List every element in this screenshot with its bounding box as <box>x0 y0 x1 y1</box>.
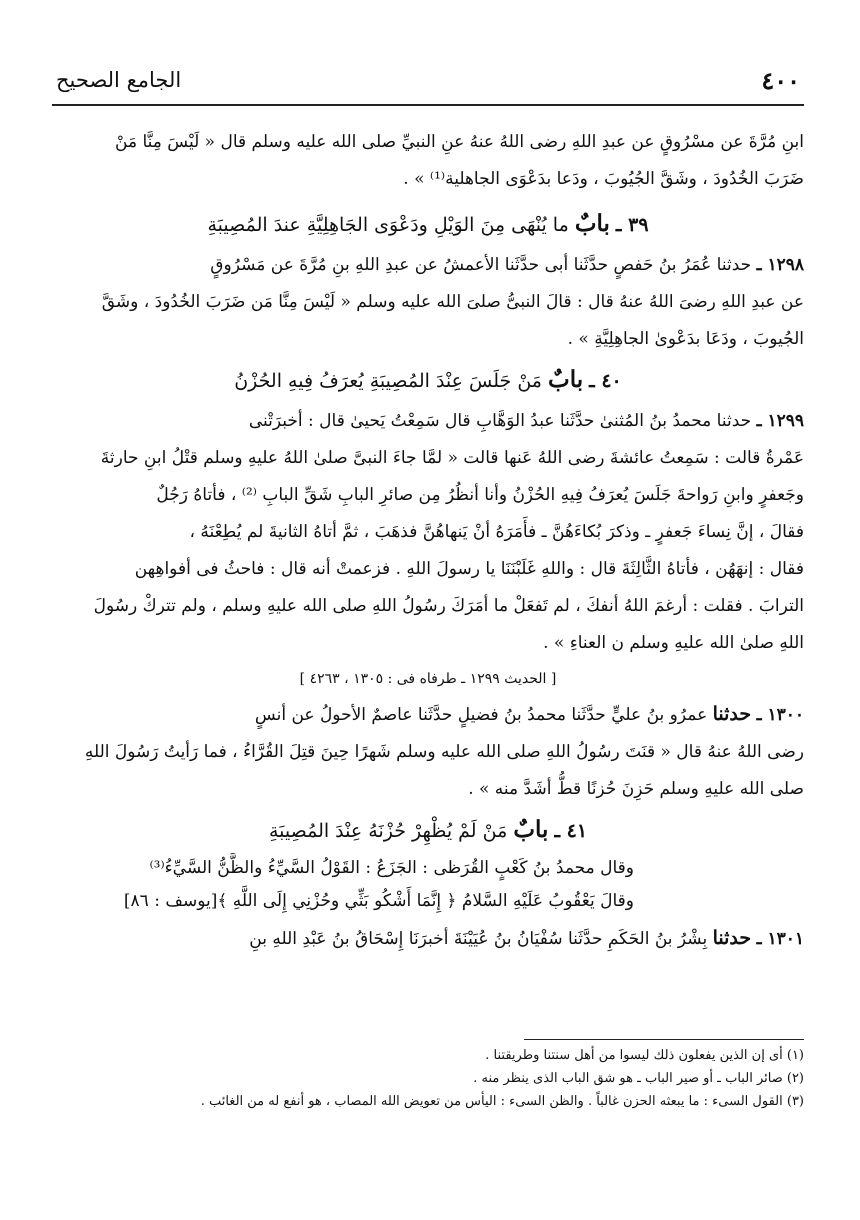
hadith-1299 <box>52 403 804 662</box>
hadith-1301 <box>52 920 804 958</box>
page-body <box>52 122 804 958</box>
text-line: رضى اللهُ عنهُ قال « قنَتَ رسُولُ اللهِ صلى الله عليه وسلم شَهرًا حِينَ قتِلَ القُرَّاءُ ، فما رَأيتُ رَسُولَ اللهِ <box>84 742 804 762</box>
footnote-1: (١) أى إن الذين يفعلون ذلك ليسوا من أهل سنتنا وطريقتنا . <box>485 1048 804 1063</box>
hadith-number: ١٢٩٩ ـ <box>756 411 804 431</box>
footnote-3: (٣) القول السىء : ما يبعثه الحزن غالباً . والظن السىء : اليأس من تعويض الله المصاب ، هو أنفع له من الغائب . <box>200 1094 804 1109</box>
text-line: الجُيوبَ ، ودَعَا بدَعْوىٰ الجاهِلِيَّةِ » . <box>567 329 804 349</box>
footnotes <box>52 1044 804 1113</box>
page-header <box>52 66 804 102</box>
text-line <box>52 920 804 958</box>
hadith-text: عمرُو بنُ عليٍّ حدَّثَنا محمدُ بنُ فضيلٍ حدَّثَنا عاصمٌ الأحولُ عن أنسٍ <box>254 705 708 725</box>
hadith-1300 <box>52 696 804 808</box>
book-title: الجامع الصحيح <box>56 68 182 92</box>
footnote-2: (٢) صائر الباب ـ أو صير الباب ـ هو شق الباب الذى ينظر منه . <box>473 1071 804 1086</box>
chapter-number: ٣٩ ـ <box>615 214 649 236</box>
text-line: عن عبدِ اللهِ رضىَ اللهُ عنهُ قال : قالَ النبىُّ صلىَ الله عليه وسلم « لَيْسَ مِنَّا مَن ضَرَبَ الخُدُودَ ، وشَقَّ <box>101 292 804 312</box>
chapter-heading-40 <box>52 358 804 403</box>
haddathana-word: حدثنا <box>712 703 752 725</box>
hadith-cross-reference: [ الحديث ١٢٩٩ ـ طرفاه فى : ١٣٠٥ ، ٤٢٦٣ ] <box>299 671 557 687</box>
hadith-number: ١٣٠٠ ـ <box>756 705 804 725</box>
chapter-title: مَنْ لَمْ يُظْهِرْ حُزْنَهُ عِنْدَ المُصِيبَةِ <box>268 820 508 842</box>
page-number: ٤٠٠ <box>761 66 800 95</box>
chapter-keyword: بابٌ <box>513 816 549 843</box>
text-line: ضَرَبَ الخُدُودَ ، وشَقَّ الجُيُوبَ ، ودَعا بدَعْوَى الجاهلية⁽¹⁾ » . <box>403 169 804 189</box>
hadith-text: حدثنا عُمَرُ بنُ حَفصٍ حدَّثَنا أبى حدَّثَنا الأعمشُ عن عبدِ اللهِ بنِ مُرَّةَ عن مَسْرُوقٍ <box>210 255 752 275</box>
hadith-1298 <box>52 247 804 358</box>
text-line <box>52 403 804 440</box>
chapter-heading-39 <box>52 202 804 247</box>
chapter-title: مَنْ جَلَسَ عِنْدَ المُصِيبَةِ يُعرَفُ فِيهِ الحُزْنُ <box>234 370 542 392</box>
text-line <box>52 696 804 734</box>
header-divider <box>52 104 804 106</box>
hadith-number: ١٣٠١ ـ <box>756 929 804 949</box>
chapter-number: ٤٠ ـ <box>589 370 622 392</box>
haddathana-word: حدثنا <box>712 927 752 949</box>
text-line: فقالَ ، إنَّ نِساءَ جَعفرٍ ـ وذكرَ بُكاءَهُنَّ ـ فأَمَرَهُ أنْ يَنهاهُنَّ فذهَبَ ، ثمَّ أتاهُ الثانيةَ لم يُطِعْنَهُ ، <box>189 522 804 542</box>
text-line: وجَعفرٍ وابنِ رَواحةَ جَلَسَ يُعرَفُ فِيهِ الحُزْنُ وأنا أنظُرُ مِن صائرِ البابِ شَقِّ البابِ ⁽²⁾ ، فأتاهُ رَجُلٌ <box>156 485 804 505</box>
text-line: الترابَ . فقلت : أرغمَ اللهُ أنفكَ ، لم تَفعَلْ ما أمَرَكَ رسُولُ اللهِ صلى الله عليهِ وسلم ، ولم تتركْ رسُولَ <box>93 596 804 616</box>
hadith-number: ١٢٩٨ ـ <box>756 255 804 275</box>
chapter-keyword: بابٌ <box>548 366 584 393</box>
chapter-heading-41 <box>52 808 804 853</box>
text-line: ابنِ مُرَّةَ عن مسْرُوقٍ عن عبدِ اللهِ رضى اللهُ عنهُ عنِ النبيِّ صلى الله عليه وسلم قال « لَيْسَ مِنَّا مَنْ <box>115 132 804 152</box>
text-line: وقالَ يَعْقُوبُ عَلَيْهِ السَّلامُ ﴿ إِنَّمَا أَشْكُو بَثِّي وحُزْنِي إِلَى اللَّهِ ﴾[يوسف : ٨٦] <box>123 891 634 911</box>
intro-paragraph <box>52 124 804 198</box>
text-line: فقال : إنهَهُن ، فأتاهُ الثَّالِثَةَ قال : واللهِ غَلَبْنَنَا يا رسولَ اللهِ . فزعمتْ أنه قال : فاحثُ فى أفواهِهن <box>134 559 804 579</box>
chapter-keyword: بابٌ <box>574 210 610 237</box>
chapter-number: ٤١ ـ <box>554 820 588 842</box>
text-line: وقال محمدُ بنُ كَعْبٍ القُرَظى : الجَزَعُ : القَوْلُ السَّيِّءُ والظَّنُّ السَّيِّءُ⁽³⁾ <box>149 858 634 878</box>
hadith-text: بِشْرُ بنُ الحَكَمِ حدَّثَنا سُفْيَانُ بنُ عُيَيْنَةَ أخبرَنَا إِسْحَاقُ بنُ عَبْدِ اللهِ بنِ <box>249 929 708 949</box>
text-line: صلى الله عليهِ وسلم حَزِنَ حُزنًا قطُّ أشَدَّ منه » . <box>468 779 804 799</box>
text-line <box>52 247 804 284</box>
hadith-text: حدثنا محمدُ بنُ المُثنىٰ حدَّثَنا عبدُ الوَهَّابِ قال سَمِعْتُ يَحيىٰ قال : أخبرَتْنى <box>248 411 752 431</box>
chapter-title: ما يُنْهَى مِنَ الوَيْلِ ودَعْوَى الجَاهِلِيَّةِ عندَ المُصِيبَةِ <box>207 214 569 236</box>
footnote-divider <box>524 1039 804 1040</box>
text-line: اللهِ صلىٰ الله عليهِ وسلم ن العناءِ » . <box>543 633 804 653</box>
text-line: عَمْرةُ قالت : سَمِعتُ عائشةَ رضى اللهُ عَنها قالت « لمَّا جاءَ النبىَّ صلىٰ اللهُ عليهِ وسلم قتْلُ ابنِ حارثةَ <box>100 448 804 468</box>
chapter-41-quotes <box>52 853 804 920</box>
